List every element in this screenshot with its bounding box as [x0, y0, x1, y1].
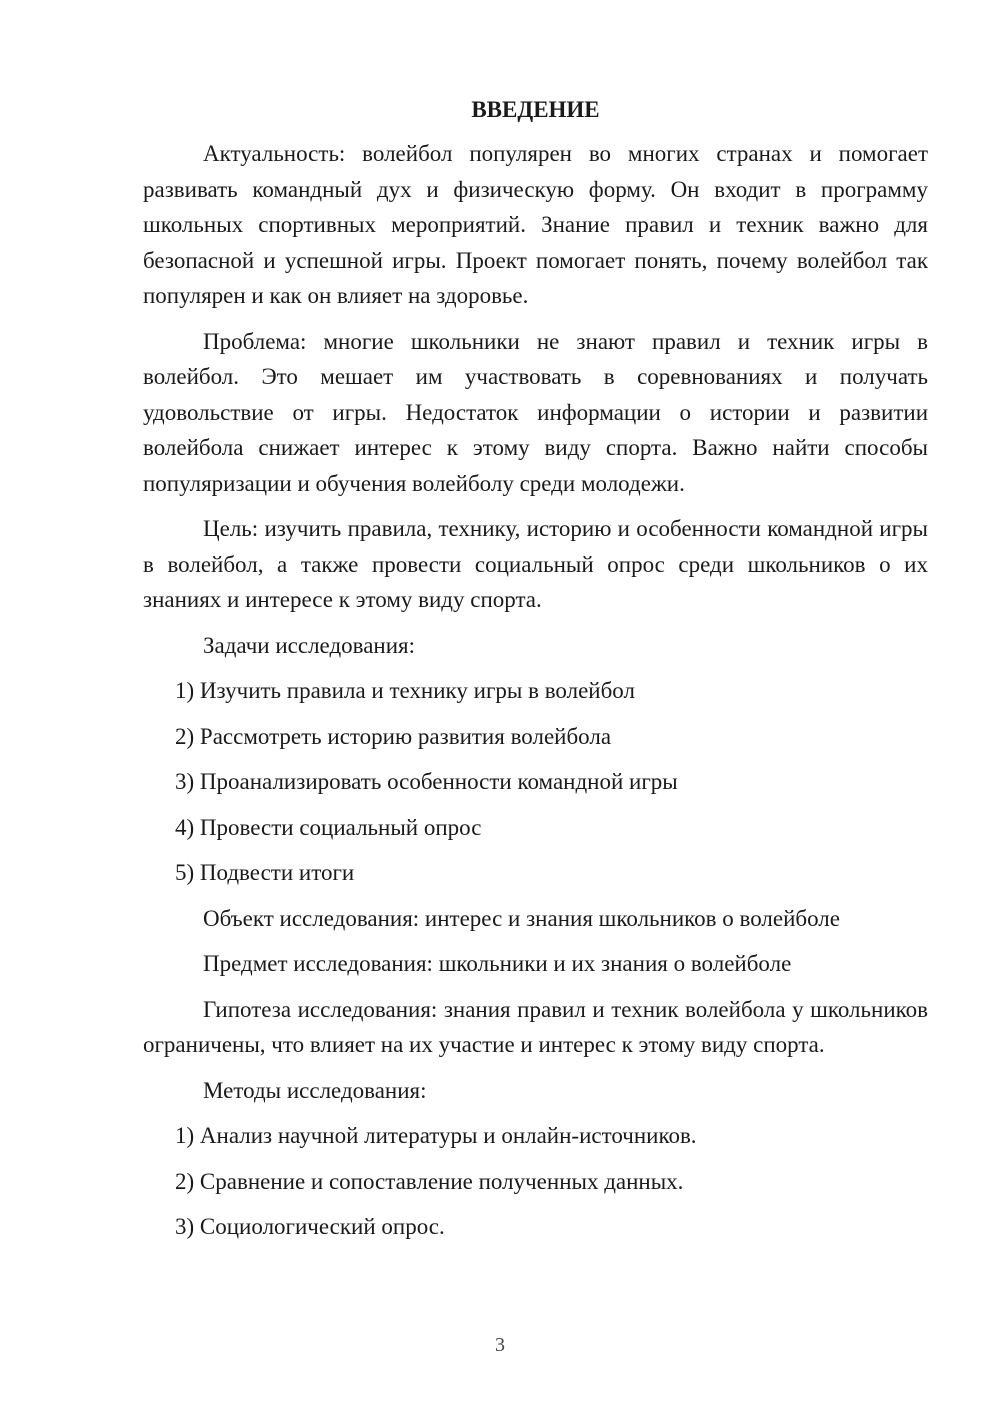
- page-number: 3: [495, 1334, 505, 1356]
- relevance-paragraph: Актуальность: волейбол популярен во многих странах и помогает развивать командный дух и физическую форму. Он входит в программу школьных спортивных мероприятий. Знание правил и техник важно для безопасной и успешной игры. Проект помогает понять, почему волейбол так популярен и как он влияет на здоровье.: [143, 141, 928, 308]
- problem-paragraph: Проблема: многие школьники не знают правил и техник игры в волейбол. Это мешает им участвовать в соревнованиях и получать удовольствие от игры. Недостаток информации о истории и развитии волейбола снижает интерес к этому виду спорта. Важно найти способы популяризации и обучения волейболу среди молодежи.: [143, 328, 928, 496]
- list-item: 3) Проанализировать особенности командной игры: [175, 769, 678, 794]
- list-item: 3) Социологический опрос.: [175, 1214, 445, 1239]
- list-item: 2) Сравнение и сопоставление полученных данных.: [175, 1168, 684, 1194]
- subject-line: Предмет исследования: школьники и их знания о волейболе: [203, 951, 792, 976]
- list-item: 2) Рассмотреть историю развития волейбола: [175, 723, 612, 749]
- list-item: 4) Провести социальный опрос: [175, 814, 482, 840]
- list-item: 1) Анализ научной литературы и онлайн-источников.: [175, 1123, 697, 1148]
- list-item: 1) Изучить правила и технику игры в волейбол: [175, 678, 635, 703]
- hypothesis-paragraph: Гипотеза исследования: знания правил и техник волейбола у школьников ограничены, что влияет на их участие и интерес к этому виду спорта.: [143, 996, 928, 1057]
- methods-list: [143, 1118, 928, 1245]
- tasks-heading: Задачи исследования:: [203, 632, 416, 658]
- methods-heading: Методы исследования:: [203, 1077, 427, 1103]
- list-item: 5) Подвести итоги: [175, 860, 355, 885]
- object-line: Объект исследования: интерес и знания школьников о волейболе: [203, 905, 840, 931]
- tasks-list: [143, 673, 928, 891]
- goal-paragraph: Цель: изучить правила, технику, историю и особенности командной игры в волейбол, а также провести социальный опрос среди школьников о их знаниях и интересе к этому виду спорта.: [143, 516, 928, 612]
- page-title: ВВЕДЕНИЕ: [471, 97, 600, 122]
